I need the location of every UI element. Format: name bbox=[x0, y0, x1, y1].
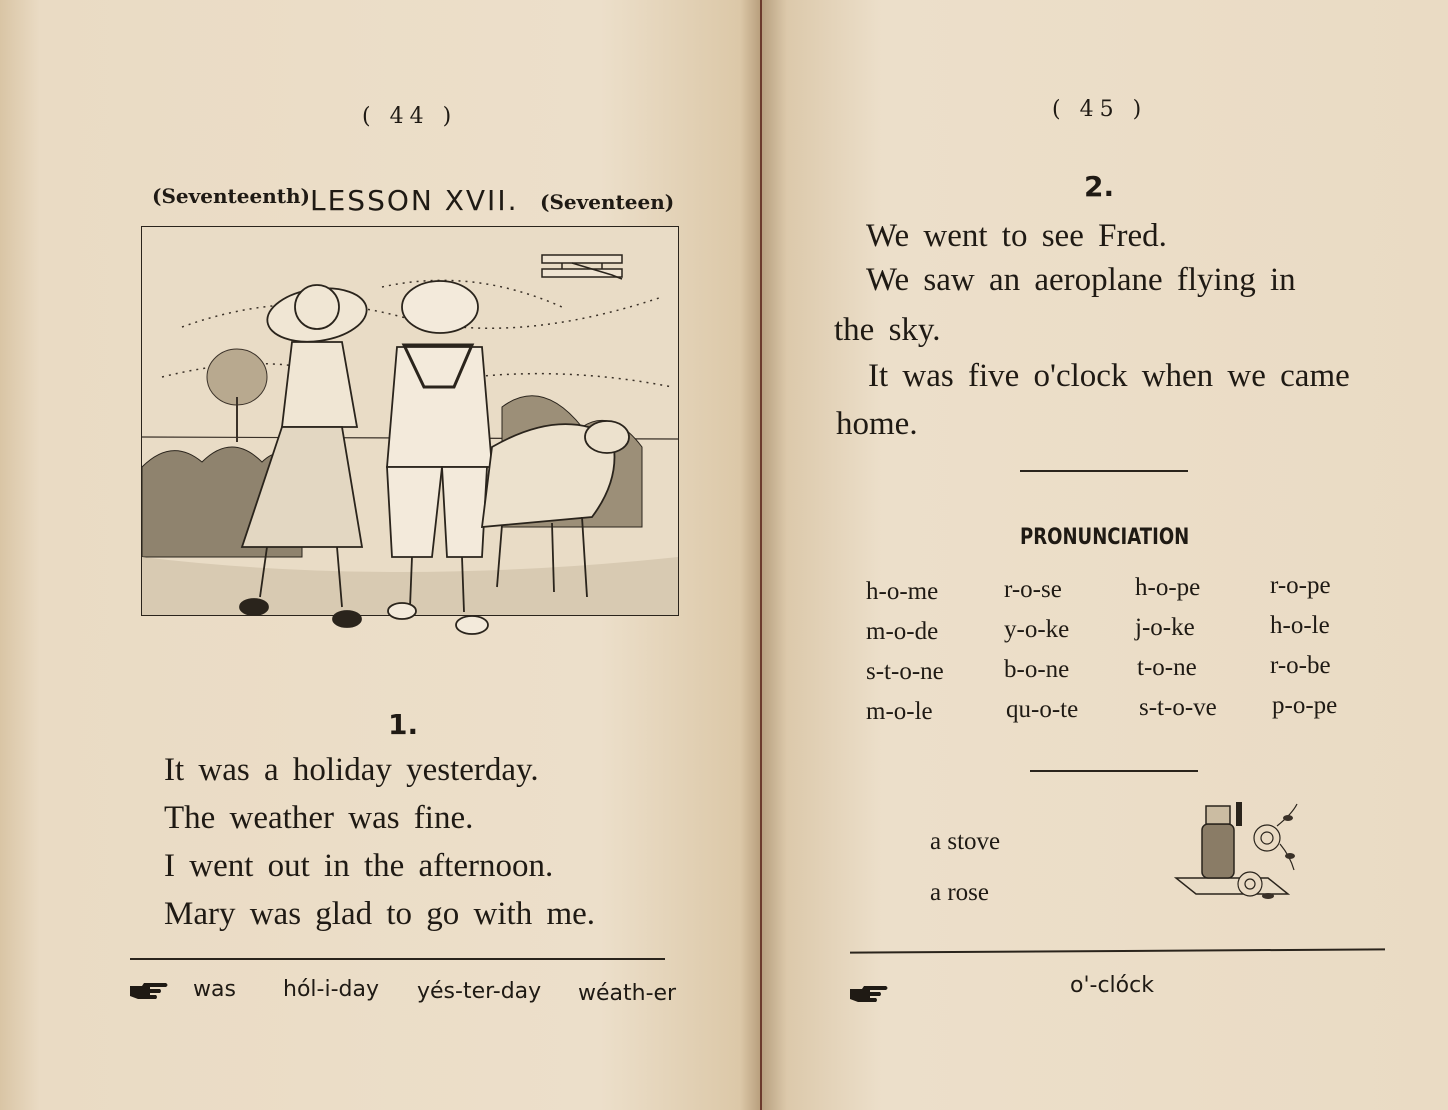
pronunciation-cell: h-o-pe bbox=[1135, 574, 1201, 601]
text-line: the sky. bbox=[834, 312, 941, 348]
right-page bbox=[762, 0, 1448, 1110]
children-walking-dog-illustration bbox=[142, 227, 678, 657]
text-line: Mary was glad to go with me. bbox=[164, 896, 596, 932]
section-number: 2. bbox=[1084, 170, 1115, 203]
lesson-ordinal: (Seventeenth) bbox=[152, 184, 310, 208]
vocabulary-item: a stove bbox=[930, 828, 1001, 855]
vocabulary-item: a rose bbox=[930, 879, 989, 906]
section-number: 1. bbox=[388, 708, 419, 741]
page-number: ( 45 ) bbox=[1052, 97, 1148, 122]
divider bbox=[850, 948, 1385, 953]
pronunciation-cell: y-o-ke bbox=[1004, 616, 1070, 643]
text-line: home. bbox=[836, 406, 918, 442]
pronunciation-cell: h-o-le bbox=[1270, 612, 1330, 639]
text-line: We went to see Fred. bbox=[866, 218, 1167, 254]
stove-and-rose-icon bbox=[1172, 796, 1312, 920]
footer-word: hól-i-day bbox=[283, 977, 379, 1002]
pronunciation-cell: s-t-o-ne bbox=[866, 658, 944, 685]
lesson-title: LESSON XVII. bbox=[310, 184, 519, 217]
text-line: It was five o'clock when we came bbox=[868, 358, 1350, 394]
pronunciation-cell: s-t-o-ve bbox=[1139, 694, 1217, 721]
pronunciation-heading: PRONUNCIATION bbox=[1020, 525, 1190, 550]
lesson-illustration bbox=[141, 226, 679, 616]
text-line: We saw an aeroplane flying in bbox=[866, 262, 1296, 298]
pronunciation-cell: qu-o-te bbox=[1006, 696, 1079, 723]
text-line: It was a holiday yesterday. bbox=[164, 752, 539, 788]
divider bbox=[1020, 470, 1188, 472]
pronunciation-cell: b-o-ne bbox=[1004, 656, 1070, 683]
footer-word: was bbox=[193, 977, 236, 1002]
aeroplane-icon bbox=[542, 255, 622, 279]
lesson-cardinal: (Seventeen) bbox=[540, 190, 675, 214]
footer-word: yés-ter-day bbox=[417, 979, 542, 1004]
text-line: I went out in the afternoon. bbox=[164, 848, 554, 884]
pronunciation-cell: j-o-ke bbox=[1135, 614, 1195, 641]
pronunciation-cell: r-o-pe bbox=[1270, 572, 1331, 599]
footer-word: o'-clóck bbox=[1070, 973, 1154, 998]
pronunciation-cell: p-o-pe bbox=[1272, 692, 1338, 719]
pronunciation-cell: t-o-ne bbox=[1137, 654, 1197, 681]
pronunciation-cell: m-o-de bbox=[866, 618, 939, 645]
text-line: The weather was fine. bbox=[164, 800, 474, 836]
footer-word: wéath-er bbox=[578, 981, 677, 1006]
divider bbox=[1030, 770, 1198, 772]
pointing-hand-icon bbox=[848, 983, 890, 1009]
pointing-hand-icon bbox=[128, 980, 170, 1006]
pronunciation-cell: r-o-be bbox=[1270, 652, 1331, 679]
page-number: ( 44 ) bbox=[362, 104, 458, 129]
pronunciation-cell: h-o-me bbox=[866, 578, 939, 605]
pronunciation-cell: m-o-le bbox=[866, 698, 933, 725]
pronunciation-cell: r-o-se bbox=[1004, 576, 1062, 603]
divider bbox=[130, 958, 665, 960]
